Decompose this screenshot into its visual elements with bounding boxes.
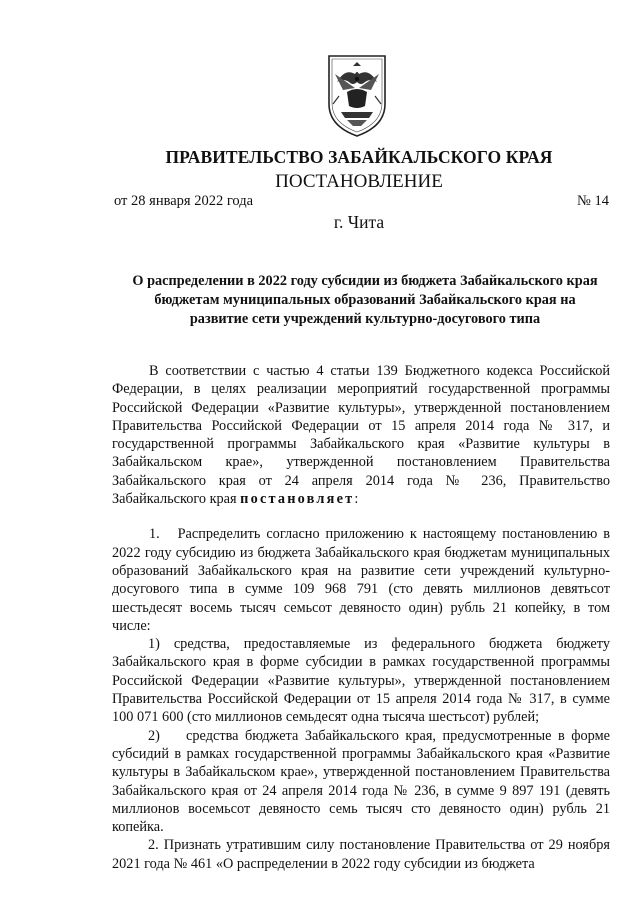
subparagraph-1: 1) средства, предоставляемые из федерального бюджета бюджету Забайкальского края в форме субсидии в рамках государственной программы Российской Федерации «Развитие культуры», утвержденной постановлением Правительства Российской Федерации от 15 апреля 2014 года № 317, в сумме 100 071 600 (сто миллионов семьдесят одна тысяча шестьсот) рублей;	[112, 636, 610, 726]
heading-line: бюджетам муниципальных образований Забайкальского края на	[154, 292, 576, 308]
preamble-end: :	[354, 491, 359, 508]
heading-line: развитие сети учреждений культурно-досугового типа	[189, 311, 541, 327]
paragraph-1: 1. Распределить согласно приложению к настоящему постановлению в 2022 году субсидию из бюджета Забайкальского края бюджетам муниципальных образований Забайкальского края на развитие сети учреждений культурно-досугового типа в сумме 109 968 791 (сто девять миллионов девятьсот шестьдесят восемь тысяч семьсот девяносто один) рубль 21 копейку, в том числе:	[112, 526, 610, 634]
government-title: ПРАВИТЕЛЬСТВО ЗАБАЙКАЛЬСКОГО КРАЯ	[165, 147, 553, 167]
document-date: от 28 января 2022 года	[114, 193, 254, 209]
resolution-keyword: постановляет	[240, 491, 355, 508]
document-city: г. Чита	[333, 212, 385, 232]
document-type: ПОСТАНОВЛЕНИЕ	[275, 171, 443, 192]
heading-line: О распределении в 2022 году субсидии из бюджета Забайкальского края	[132, 273, 598, 289]
paragraph-2: 2. Признать утратившим силу постановление Правительства от 29 ноября 2021 года № 461 «О распределении в 2022 году субсидии из бюджета	[112, 837, 610, 872]
coat-of-arms-emblem	[325, 52, 389, 138]
document-body	[112, 362, 610, 873]
document-number: № 14	[577, 193, 609, 209]
preamble-paragraph	[112, 362, 610, 508]
subparagraph-2: 2) средства бюджета Забайкальского края, предусмотренные в форме субсидий в рамках государственной программы Забайкальского края «Развитие культуры в Забайкальском крае», утвержденной постановлением Правительства Забайкальского края от 24 апреля 2014 года № 236, в сумме 9 897 191 (девять миллионов восемьсот девяносто семь тысяч сто девяносто один) рубль 21 копейка.	[112, 727, 610, 836]
preamble-text: В соответствии с частью 4 статьи 139 Бюджетного кодекса Российской Федерации, в целях реализации мероприятий государственной программы Российской Федерации «Развитие культуры», утвержденной постановлением Правительства Российской Федерации от 15 апреля 2014 года № 317, и государственной программы Забайкальского края «Развитие культуры в Забайкальском крае», утвержденной постановлением Правительства Забайкальского края от 24 апреля 2014 года № 236, Правительство Забайкальского края	[112, 363, 610, 508]
document-heading	[112, 272, 618, 329]
